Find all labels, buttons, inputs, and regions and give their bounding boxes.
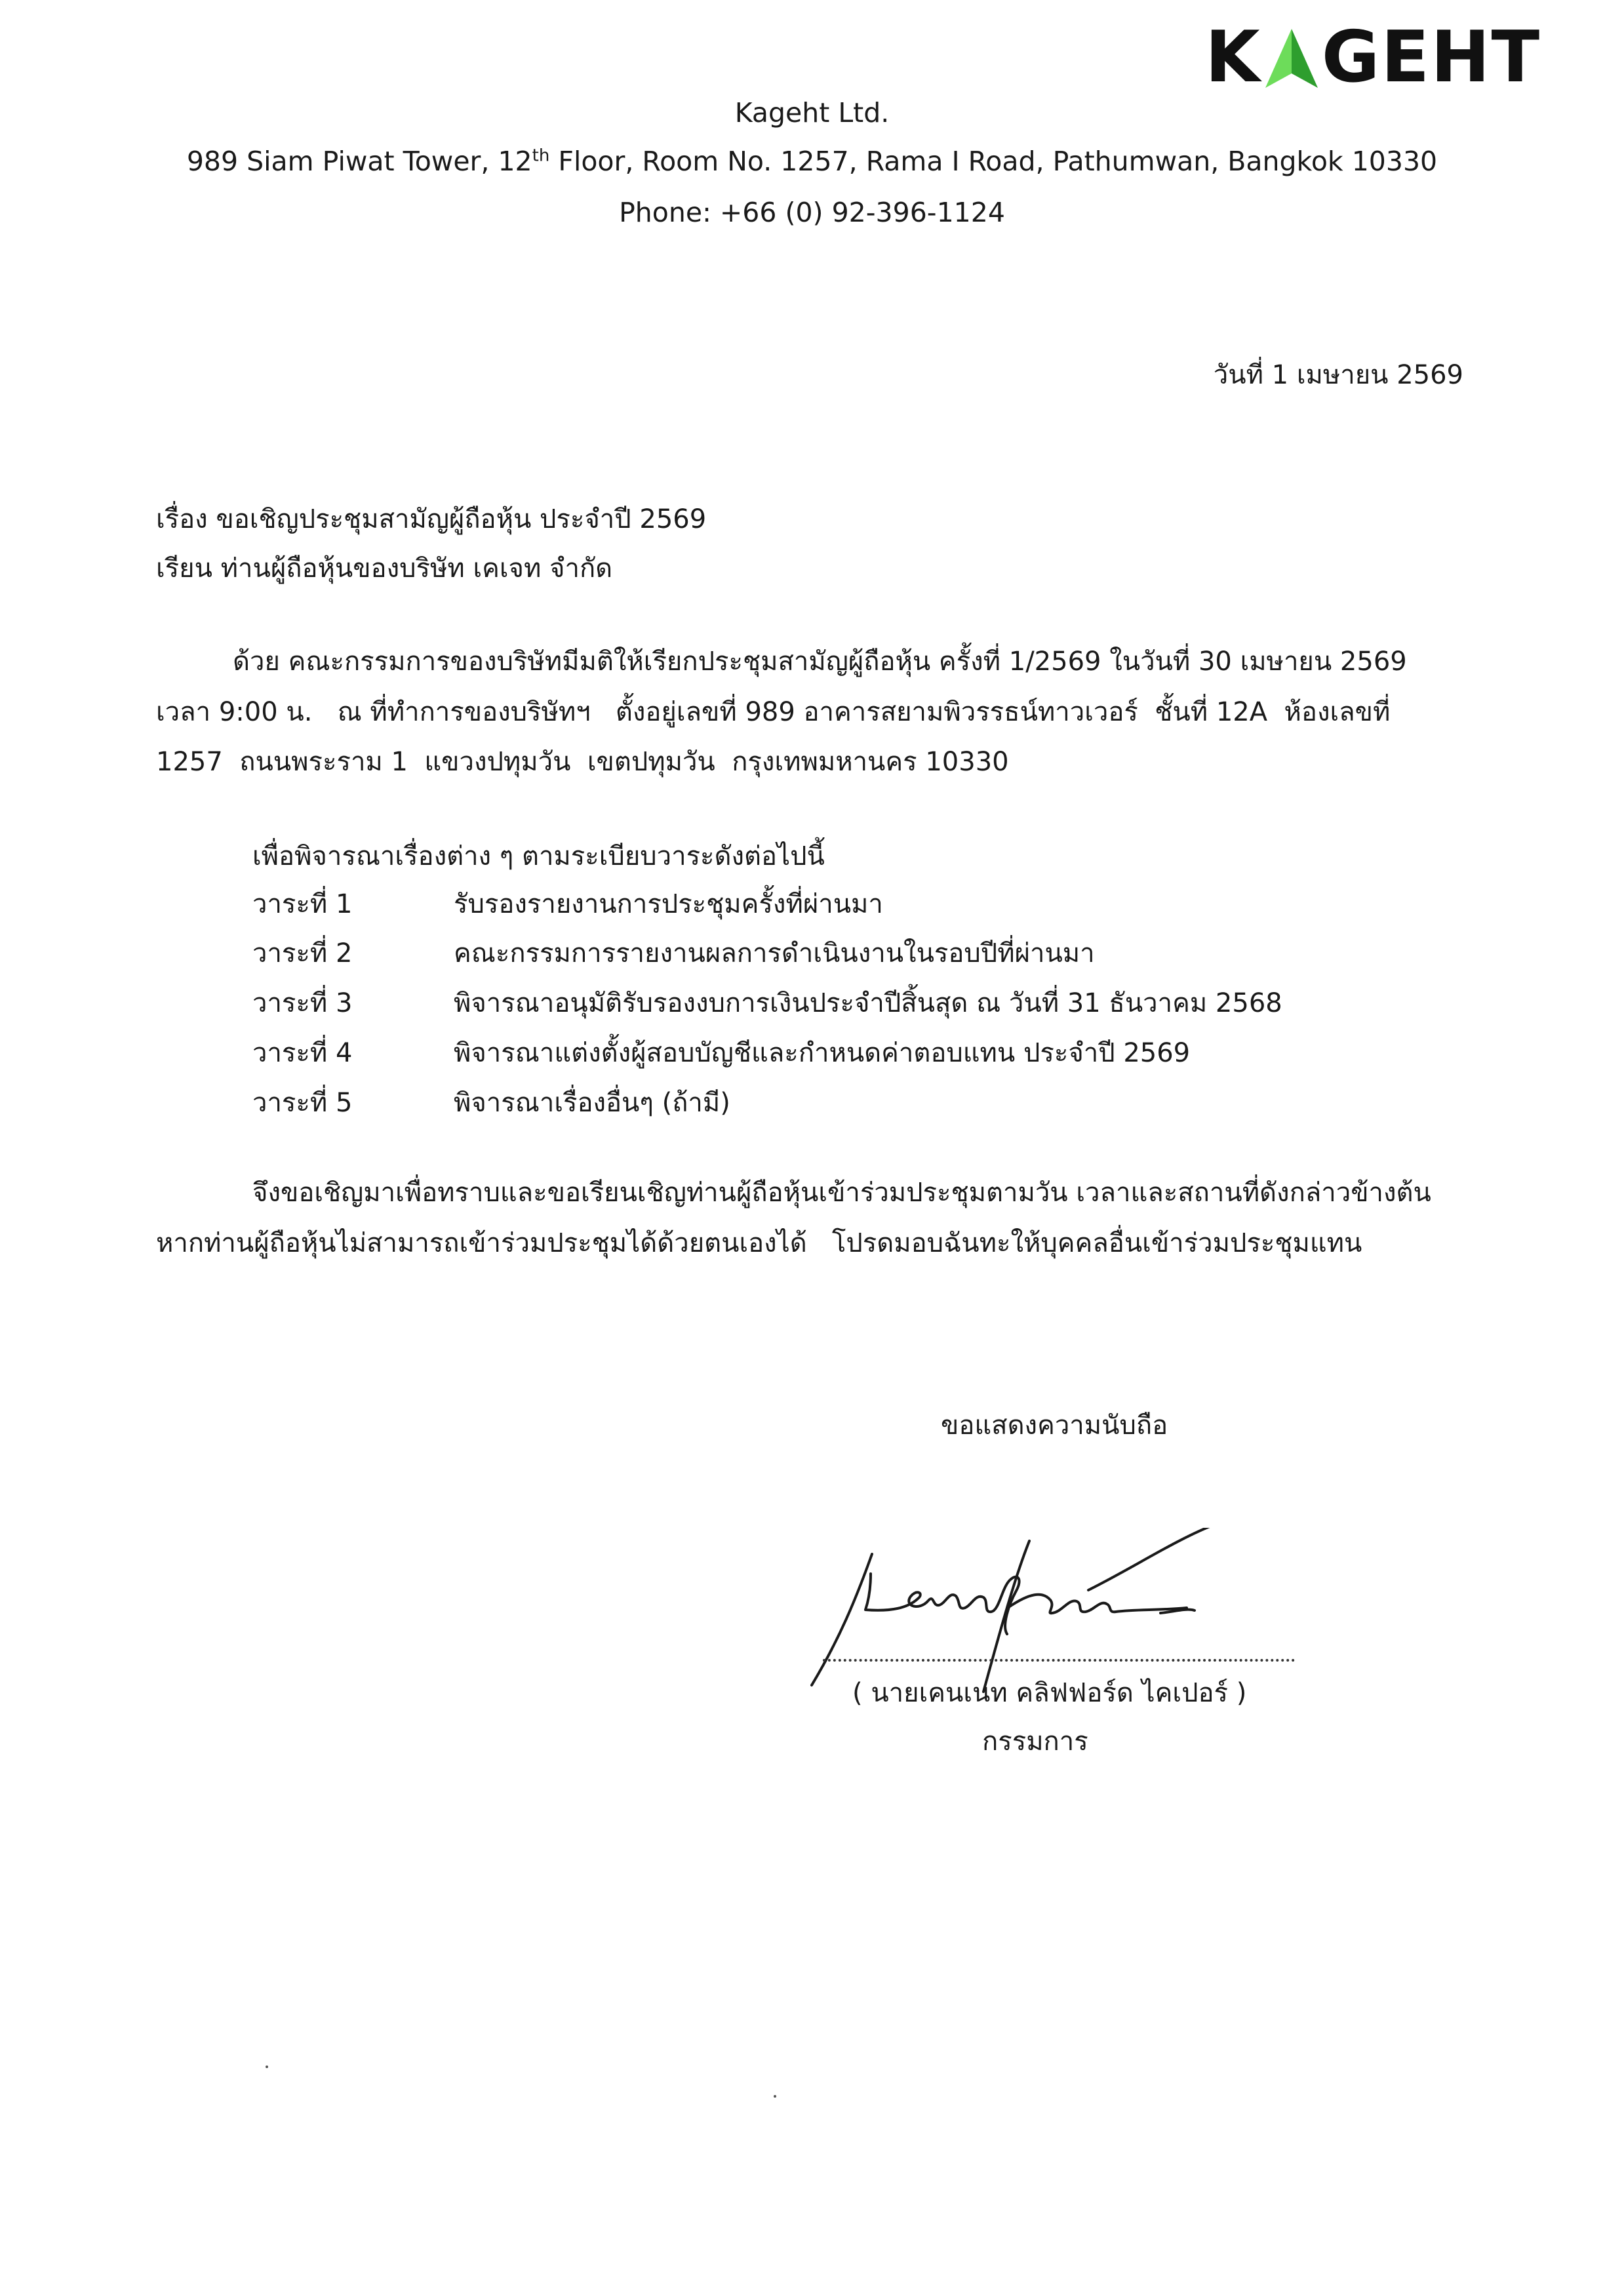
signatory-name: ( นายเคนเนท คลิฟฟอร์ด ไคเปอร์ ) — [852, 1678, 1247, 1708]
agenda-item-2-text: คณะกรรมการรายงานผลการดำเนินงานในรอบปีที่ผ่านมา — [454, 938, 1095, 968]
address-rest: Floor, Room No. 1257, Rama I Road, Pathumwan, Bangkok 10330 — [549, 146, 1438, 177]
signature-dotted-line — [823, 1659, 1295, 1662]
agenda-intro: เพื่อพิจารณาเรื่องต่าง ๆ ตามระเบียบวาระดังต่อไปนี้ — [252, 841, 825, 871]
company-address — [0, 146, 1624, 177]
body-paragraph-1-line-1: ด้วย คณะกรรมการของบริษัทมีมติให้เรียกประชุมสามัญผู้ถือหุ้น ครั้งที่ 1/2569 ในวันที่ 30 เมษายน 2569 — [233, 647, 1407, 677]
closing-salutation: ขอแสดงความนับถือ — [941, 1410, 1168, 1441]
agenda-item-4-number: วาระที่ 4 — [252, 1038, 353, 1068]
signatory-title: กรรมการ — [982, 1726, 1088, 1757]
body-paragraph-1-line-2: เวลา 9:00 น. ณ ที่ทำการของบริษัทฯ ตั้งอยู่เลขที่ 989 อาคารสยามพิวรรธน์ทาวเวอร์ ชั้นที่ 12A ห้องเลขที่ — [156, 697, 1391, 727]
logo-letter-k: K — [1205, 16, 1261, 98]
body-paragraph-2-line-1: จึงขอเชิญมาเพื่อทราบและขอเรียนเชิญท่านผู้ถือหุ้นเข้าร่วมประชุมตามวัน เวลาและสถานที่ดังกล่าวข้างต้น — [252, 1178, 1431, 1208]
agenda-item-3-text: พิจารณาอนุมัติรับรองงบการเงินประจำปีสิ้นสุด ณ วันที่ 31 ธันวาคม 2568 — [454, 988, 1282, 1018]
scan-speck — [774, 2095, 776, 2098]
address-main: 989 Siam Piwat Tower, 12 — [186, 146, 532, 177]
scan-speck — [266, 2066, 268, 2068]
body-paragraph-1-line-3: 1257 ถนนพระราม 1 แขวงปทุมวัน เขตปทุมวัน กรุงเทพมหานคร 10330 — [156, 747, 1009, 777]
subject-line: เรื่อง ขอเชิญประชุมสามัญผู้ถือหุ้น ประจำปี 2569 — [156, 504, 707, 534]
company-name: Kageht Ltd. — [734, 97, 890, 129]
letter-date: วันที่ 1 เมษายน 2569 — [1213, 360, 1463, 390]
company-logo — [1205, 16, 1541, 98]
company-phone: Phone: +66 (0) 92-396-1124 — [619, 197, 1005, 228]
handwritten-signature — [793, 1528, 1305, 1698]
agenda-item-2-number: วาระที่ 2 — [252, 938, 353, 968]
agenda-item-5-text: พิจารณาเรื่องอื่นๆ (ถ้ามี) — [454, 1088, 730, 1118]
logo-triangle-icon — [1264, 25, 1319, 90]
agenda-item-4-text: พิจารณาแต่งตั้งผู้สอบบัญชีและกำหนดค่าตอบแทน ประจำปี 2569 — [454, 1038, 1191, 1068]
logo-letters-geht: GEHT — [1321, 16, 1541, 98]
recipient-line: เรียน ท่านผู้ถือหุ้นของบริษัท เคเจท จำกัด — [156, 553, 613, 584]
body-paragraph-2-line-2: หากท่านผู้ถือหุ้นไม่สามารถเข้าร่วมประชุมได้ด้วยตนเองได้ โปรดมอบฉันทะให้บุคคลอื่นเข้าร่วมประชุมแทน — [156, 1228, 1362, 1258]
agenda-item-3-number: วาระที่ 3 — [252, 988, 353, 1018]
agenda-item-1-number: วาระที่ 1 — [252, 889, 353, 919]
address-superscript: th — [532, 146, 550, 166]
agenda-item-5-number: วาระที่ 5 — [252, 1088, 353, 1118]
agenda-item-1-text: รับรองรายงานการประชุมครั้งที่ผ่านมา — [454, 889, 883, 919]
